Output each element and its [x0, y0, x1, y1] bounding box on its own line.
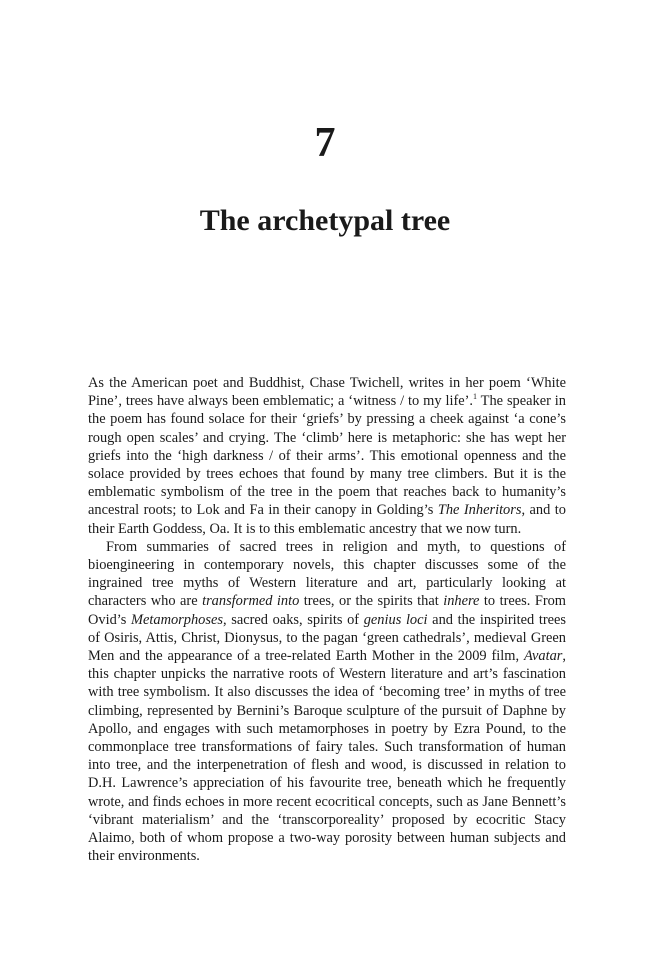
film-title-avatar: Avatar [524, 648, 563, 665]
paragraph-2-text-b: trees, or the spirits that [299, 593, 444, 610]
paragraph-2-text-d: , sacred oaks, spirits of [222, 611, 364, 628]
paragraph-1-text-c: , and to their Earth Goddess, Oa. It is to this emblematic ancestry that we now turn. [88, 502, 566, 537]
paragraph-1 [88, 374, 566, 538]
emphasis-transformed-into: transformed into [202, 593, 300, 610]
paragraph-2-text-f: , this chapter unpicks the narrative roots of Western literature and art’s fascination with tree symbolism. It also discusses the idea of ‘becoming tree’ in myths of tree climbing, represented by Bernini’s Baroque sculpture of the pursuit of Daphne by Apollo, and engages with such metamorphoses in poetry by Ezra Pound, to the commonplace tree transformations of fairy tales. Such transformation of human into tree, and the interpenetration of flesh and wood, is discussed in relation to D.H. Lawrence’s appreciation of his favourite tree, beneath which he frequently wrote, and finds echoes in more recent ecocritical concepts, such as Jane Bennett’s ‘vibrant materialism’ and the ‘transcorporeality’ proposed by ecocritic Stacy Alaimo, both of whom propose a two-way porosity between human subjects and their environments. [88, 648, 566, 865]
chapter-number: 7 [314, 120, 336, 166]
chapter-title: The archetypal tree [199, 204, 451, 237]
paragraph-2-text-a: From summaries of sacred trees in religion and myth, to questions of bioengineering in contemporary novels, this chapter discusses some of the ingrained tree myths of Western literature and art, particularly looking at characters who are [88, 538, 566, 610]
paragraph-2-text-c: to trees. From Ovid’s [88, 593, 567, 628]
book-title-metamorphoses: Metamorphoses [131, 611, 223, 628]
book-title-the-inheritors: The Inheritors [437, 502, 522, 519]
chapter-body [88, 374, 566, 865]
paragraph-1-text-a: As the American poet and Buddhist, Chase Twichell, writes in her poem ‘White Pine’, trees have always been emblematic; a ‘witness / to my life’. [88, 375, 566, 410]
term-genius-loci: genius loci [363, 611, 428, 628]
footnote-marker[interactable]: 1 [473, 392, 478, 402]
paragraph-2-text-e: and the inspirited trees of Osiris, Attis, Christ, Dionysus, to the pagan ‘green cathedrals’, medieval Green Men and the appearance of a tree-related Earth Mother in the 2009 film, [88, 611, 567, 665]
emphasis-inhere: inhere [443, 593, 480, 610]
paragraph-2 [88, 538, 566, 866]
paragraph-1-text-b: The speaker in the poem has found solace for their ‘griefs’ by pressing a cheek against ‘a cone’s rough open scales’ and crying. The ‘climb’ here is metaphoric: she has wept her griefs into the ‘high darkness / of their arms’. This emotional openness and the solace provided by trees echoes that found by many tree climbers. But it is the emblematic symbolism of the tree in the poem that reaches back to humanity’s ancestral roots; to Lok and Fa in their canopy in Golding’s [88, 393, 566, 519]
